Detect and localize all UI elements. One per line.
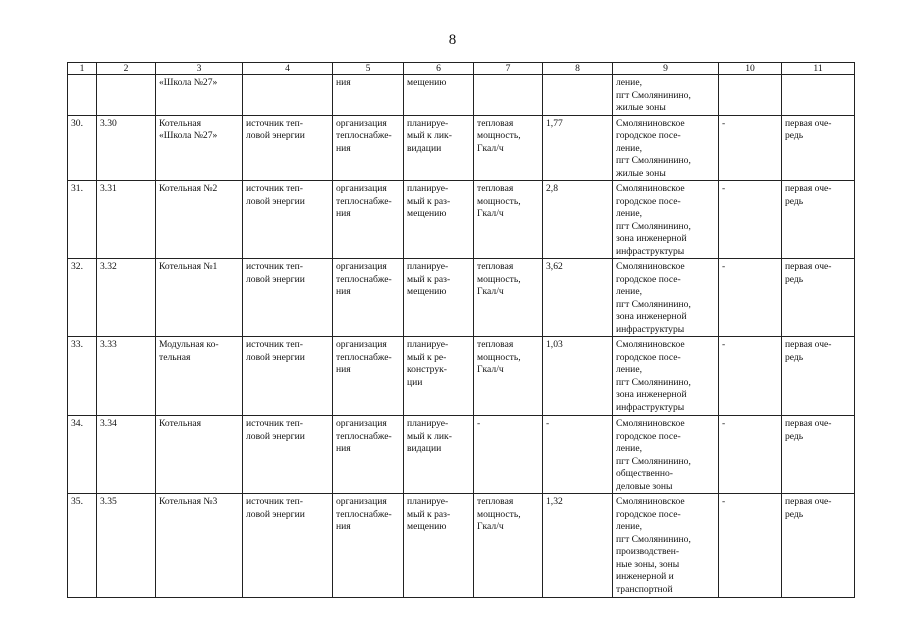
- cell-code: 3.35: [97, 494, 156, 598]
- cell-purpose: организация теплоснабже- ния: [333, 337, 404, 416]
- table-row: [68, 115, 855, 181]
- cell-col10: [719, 75, 782, 116]
- cell-characteristic: тепловая мощность, Гкал/ч: [474, 259, 543, 337]
- cell-location: Смоляниновское городское посе- ление, пгт Смолянинино, зона инженерной инфраструктуры: [613, 259, 719, 337]
- cell-code: [97, 75, 156, 116]
- cell-status: планируе- мый к раз- мещению: [404, 259, 474, 337]
- cell-location: Смоляниновское городское посе- ление, пгт Смолянинино, производствен- ные зоны, зоны инженерной и транспортной: [613, 494, 719, 598]
- header-cell: 6: [404, 63, 474, 75]
- cell-type: источник теп- ловой энергии: [243, 337, 333, 416]
- header-cell: 11: [782, 63, 855, 75]
- table-row: [68, 181, 855, 259]
- cell-stage: первая оче- редь: [782, 115, 855, 181]
- cell-code: 3.33: [97, 337, 156, 416]
- cell-type: [243, 75, 333, 116]
- cell-name: Котельная №3: [156, 494, 243, 598]
- cell-value: [543, 75, 613, 116]
- cell-code: 3.32: [97, 259, 156, 337]
- cell-type: источник теп- ловой энергии: [243, 259, 333, 337]
- cell-location: Смоляниновское городское посе- ление, пгт Смолянинино, общественно- деловые зоны: [613, 416, 719, 494]
- table-row: [68, 416, 855, 494]
- cell-purpose: организация теплоснабже- ния: [333, 181, 404, 259]
- cell-type: источник теп- ловой энергии: [243, 115, 333, 181]
- cell-value: 3,62: [543, 259, 613, 337]
- cell-characteristic: тепловая мощность, Гкал/ч: [474, 337, 543, 416]
- cell-col10: -: [719, 337, 782, 416]
- cell-location: Смоляниновское городское посе- ление, пгт Смолянинино, зона инженерной инфраструктуры: [613, 181, 719, 259]
- cell-status: планируе- мый к лик- видации: [404, 115, 474, 181]
- table-row: [68, 75, 855, 116]
- cell-purpose: ния: [333, 75, 404, 116]
- cell-status: мещению: [404, 75, 474, 116]
- cell-status: планируе- мый к раз- мещению: [404, 181, 474, 259]
- cell-purpose: организация теплоснабже- ния: [333, 416, 404, 494]
- cell-stage: первая оче- редь: [782, 337, 855, 416]
- cell-location: ление, пгт Смолянинино, жилые зоны: [613, 75, 719, 116]
- cell-type: источник теп- ловой энергии: [243, 181, 333, 259]
- cell-status: планируе- мый к лик- видации: [404, 416, 474, 494]
- cell-characteristic: [474, 75, 543, 116]
- header-cell: 1: [68, 63, 97, 75]
- cell-characteristic: -: [474, 416, 543, 494]
- cell-status: планируе- мый к ре- конструк- ции: [404, 337, 474, 416]
- cell-col10: -: [719, 181, 782, 259]
- cell-number: 35.: [68, 494, 97, 598]
- header-cell: 5: [333, 63, 404, 75]
- cell-code: 3.30: [97, 115, 156, 181]
- cell-number: 31.: [68, 181, 97, 259]
- cell-name: Котельная №2: [156, 181, 243, 259]
- header-cell: 8: [543, 63, 613, 75]
- cell-number: 33.: [68, 337, 97, 416]
- header-cell: 2: [97, 63, 156, 75]
- cell-location: Смоляниновское городское посе- ление, пгт Смолянинино, жилые зоны: [613, 115, 719, 181]
- cell-characteristic: тепловая мощность, Гкал/ч: [474, 494, 543, 598]
- cell-number: [68, 75, 97, 116]
- table-row: [68, 494, 855, 598]
- cell-code: 3.34: [97, 416, 156, 494]
- header-cell: 3: [156, 63, 243, 75]
- cell-value: -: [543, 416, 613, 494]
- table-row: [68, 259, 855, 337]
- cell-purpose: организация теплоснабже- ния: [333, 115, 404, 181]
- cell-code: 3.31: [97, 181, 156, 259]
- cell-type: источник теп- ловой энергии: [243, 494, 333, 598]
- cell-characteristic: тепловая мощность, Гкал/ч: [474, 115, 543, 181]
- cell-name: Модульная ко- тельная: [156, 337, 243, 416]
- cell-stage: первая оче- редь: [782, 416, 855, 494]
- header-cell: 7: [474, 63, 543, 75]
- cell-value: 1,32: [543, 494, 613, 598]
- cell-name: «Школа №27»: [156, 75, 243, 116]
- cell-characteristic: тепловая мощность, Гкал/ч: [474, 181, 543, 259]
- cell-stage: первая оче- редь: [782, 259, 855, 337]
- cell-stage: [782, 75, 855, 116]
- cell-stage: первая оче- редь: [782, 181, 855, 259]
- table-row: [68, 337, 855, 416]
- facilities-table: [67, 62, 855, 598]
- cell-col10: -: [719, 416, 782, 494]
- cell-stage: первая оче- редь: [782, 494, 855, 598]
- cell-number: 30.: [68, 115, 97, 181]
- header-cell: 4: [243, 63, 333, 75]
- cell-number: 32.: [68, 259, 97, 337]
- cell-purpose: организация теплоснабже- ния: [333, 494, 404, 598]
- header-cell: 10: [719, 63, 782, 75]
- cell-purpose: организация теплоснабже- ния: [333, 259, 404, 337]
- cell-name: Котельная №1: [156, 259, 243, 337]
- cell-value: 1,77: [543, 115, 613, 181]
- cell-value: 2,8: [543, 181, 613, 259]
- cell-number: 34.: [68, 416, 97, 494]
- page-number: 8: [448, 32, 457, 48]
- cell-type: источник теп- ловой энергии: [243, 416, 333, 494]
- cell-col10: -: [719, 494, 782, 598]
- cell-location: Смоляниновское городское посе- ление, пгт Смолянинино, зона инженерной инфраструктуры: [613, 337, 719, 416]
- cell-name: Котельная «Школа №27»: [156, 115, 243, 181]
- cell-col10: -: [719, 115, 782, 181]
- header-row: [68, 63, 855, 75]
- cell-status: планируе- мый к раз- мещению: [404, 494, 474, 598]
- header-cell: 9: [613, 63, 719, 75]
- cell-name: Котельная: [156, 416, 243, 494]
- cell-value: 1,03: [543, 337, 613, 416]
- cell-col10: -: [719, 259, 782, 337]
